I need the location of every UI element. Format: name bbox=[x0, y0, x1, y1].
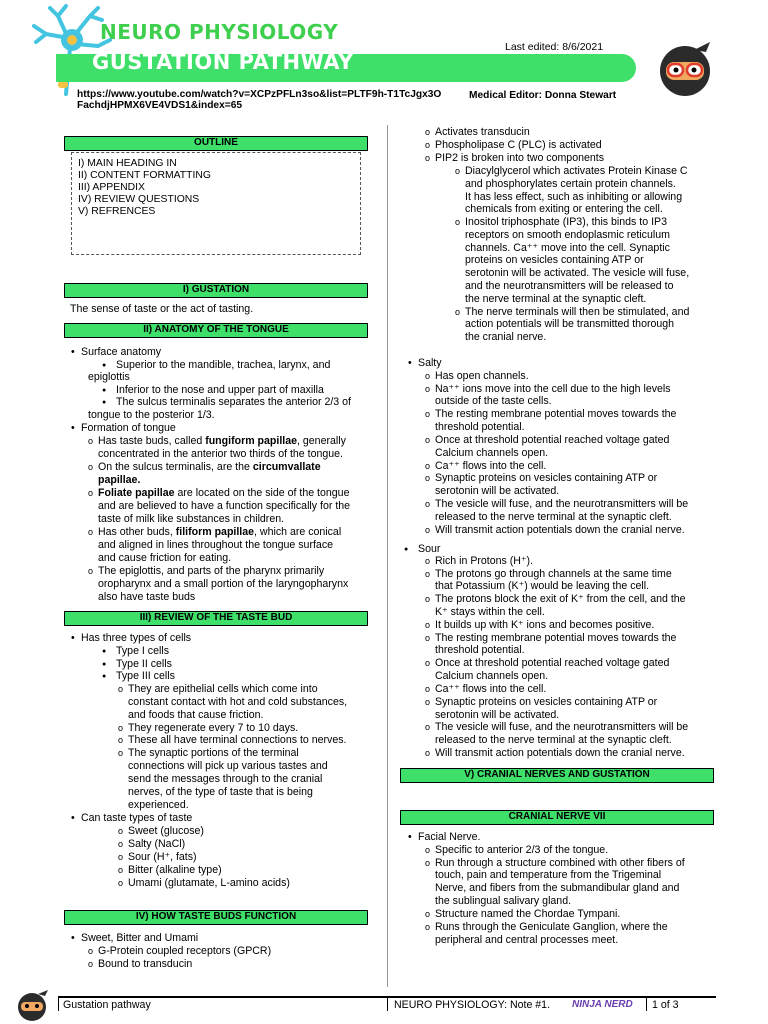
list-item: • Surface anatomy bbox=[81, 346, 161, 359]
list-item: o Sweet (glucose) bbox=[128, 825, 204, 838]
list-item: channels. Ca⁺⁺ move into the cell. Synaptic bbox=[465, 242, 670, 254]
list-item: and foods that cause friction. bbox=[128, 709, 264, 721]
list-item: o The vesicle will fuse, and the neurotransmitters will be bbox=[435, 498, 688, 511]
page-number: 1 of 3 bbox=[652, 999, 679, 1011]
list-item: • Facial Nerve. bbox=[418, 831, 480, 844]
outline-item[interactable]: I) MAIN HEADING IN bbox=[78, 158, 177, 169]
medical-editor: Medical Editor: Donna Stewart bbox=[469, 90, 617, 101]
list-item: threshold potential. bbox=[435, 421, 525, 433]
list-item: o Bound to transducin bbox=[98, 958, 192, 971]
outline-box bbox=[71, 152, 361, 255]
list-item: o PIP2 is broken into two components bbox=[435, 152, 604, 165]
list-item: o Will transmit action potentials down the cranial nerve. bbox=[435, 747, 685, 760]
list-item: o Will transmit action potentials down the cranial nerve. bbox=[435, 524, 685, 537]
list-item: o Phospholipase C (PLC) is activated bbox=[435, 139, 602, 152]
list-item: o Umami (glutamate, L-amino acids) bbox=[128, 877, 290, 890]
outline-item[interactable]: V) REFRENCES bbox=[78, 206, 156, 217]
list-item: the cranial nerve. bbox=[465, 331, 547, 343]
cranial-heading: V) CRANIAL NERVES AND GUSTATION bbox=[400, 768, 714, 783]
column-divider bbox=[387, 125, 388, 987]
category-title: NEURO PHYSIOLOGY bbox=[100, 20, 339, 44]
list-item: the sublingual salivary gland. bbox=[435, 895, 572, 907]
list-item: send the messages through to the cranial bbox=[128, 773, 323, 785]
list-item: o Ca⁺⁺ flows into the cell. bbox=[435, 683, 546, 696]
list-item: o Structure named the Chordae Tympani. bbox=[435, 908, 620, 921]
footer-separator bbox=[646, 997, 647, 1011]
list-item: • Formation of tongue bbox=[81, 422, 176, 435]
list-item: connections will pick up various tastes and bbox=[128, 760, 328, 772]
list-item: constant contact with hot and cold substances, bbox=[128, 696, 348, 708]
list-item: • Sweet, Bitter and Umami bbox=[81, 932, 198, 945]
outline-heading: OUTLINE bbox=[64, 136, 368, 151]
footer-separator bbox=[387, 997, 388, 1011]
list-item: ● Inferior to the nose and upper part of maxilla bbox=[116, 384, 324, 397]
list-item: • Has three types of cells bbox=[81, 632, 191, 645]
list-item: o Bitter (alkaline type) bbox=[128, 864, 222, 877]
list-item: o The protons block the exit of K⁺ from the cell, and the bbox=[435, 593, 686, 606]
list-item: It has less effect, such as inhibiting or allowing bbox=[465, 191, 683, 203]
list-item: o Diacylglycerol which activates Protein Kinase C bbox=[465, 165, 688, 178]
list-item: concentrated in the anterior two thirds of the tongue. bbox=[98, 448, 343, 460]
list-item: o These all have terminal connections to nerves. bbox=[128, 734, 346, 747]
list-item: o It builds up with K⁺ ions and becomes positive. bbox=[435, 619, 654, 632]
list-item: threshold potential. bbox=[435, 644, 525, 656]
list-item: ● Superior to the mandible, trachea, larynx, and bbox=[116, 359, 330, 372]
list-item: ● Type II cells bbox=[116, 658, 172, 671]
list-item: released to the nerve terminal at the synaptic cleft. bbox=[435, 511, 672, 523]
list-item: o Foliate papillae are located on the side of the tongue bbox=[98, 487, 349, 500]
list-item: proteins on vesicles containing ATP or bbox=[465, 254, 644, 266]
outline-item[interactable]: IV) REVIEW QUESTIONS bbox=[78, 194, 200, 205]
list-item: peripheral and central processes meet. bbox=[435, 934, 619, 946]
list-item: action potentials will be transmitted thorough bbox=[465, 318, 675, 330]
list-item: o Salty (NaCl) bbox=[128, 838, 185, 851]
list-item: o Has taste buds, called fungiform papillae, generally bbox=[98, 435, 346, 448]
list-item: also have taste buds bbox=[98, 591, 196, 603]
list-item: o Sour (H⁺, fats) bbox=[128, 851, 197, 864]
list-item: chemicals from exiting or entering the cell. bbox=[465, 203, 663, 215]
ninja-mascot-icon bbox=[656, 40, 714, 98]
list-item: • Can taste types of taste bbox=[81, 812, 192, 825]
page-title: GUSTATION PATHWAY bbox=[92, 50, 354, 74]
list-item: o The resting membrane potential moves towards the bbox=[435, 408, 676, 421]
list-item: o G-Protein coupled receptors (GPCR) bbox=[98, 945, 271, 958]
list-item: papillae. bbox=[98, 474, 141, 486]
list-item: serotonin will be activated. bbox=[435, 709, 560, 721]
outline-item[interactable]: II) CONTENT FORMATTING bbox=[78, 170, 211, 181]
list-item: epiglottis bbox=[88, 371, 130, 383]
list-item: taste of milk like substances in children. bbox=[98, 513, 285, 525]
source-url-link[interactable]: https://www.youtube.com/watch?v=XCPzPFLn3so&list=PLTF9h-T1TcJgx3OFachdjHPMX6VE4VDS1&index=65 bbox=[77, 89, 442, 111]
list-item: o Synaptic proteins on vesicles containing ATP or bbox=[435, 472, 657, 485]
footer-middle: NEURO PHYSIOLOGY: Note #1. bbox=[394, 999, 551, 1011]
list-item: ● Type III cells bbox=[116, 670, 175, 683]
list-item: o The synaptic portions of the terminal bbox=[128, 747, 299, 760]
list-item: and the neurotransmitters will be released to bbox=[465, 280, 674, 292]
list-item: o Specific to anterior 2/3 of the tongue. bbox=[435, 844, 608, 857]
function-heading: IV) HOW TASTE BUDS FUNCTION bbox=[64, 910, 368, 925]
gustation-text: The sense of taste or the act of tasting. bbox=[70, 303, 254, 315]
list-item: o On the sulcus terminalis, are the circumvallate bbox=[98, 461, 321, 474]
list-item: o Ca⁺⁺ flows into the cell. bbox=[435, 460, 546, 473]
list-item: ● The sulcus terminalis separates the anterior 2/3 of bbox=[116, 396, 351, 409]
list-item: o The epiglottis, and parts of the pharynx primarily bbox=[98, 565, 324, 578]
list-item: Calcium channels open. bbox=[435, 670, 549, 682]
list-item: K⁺ stays within the cell. bbox=[435, 606, 545, 618]
list-item: serotonin will be activated. bbox=[435, 485, 560, 497]
list-item: o Has other buds, filiform papillae, which are conical bbox=[98, 526, 341, 539]
list-item: o Runs through the Geniculate Ganglion, where the bbox=[435, 921, 668, 934]
list-item: experienced. bbox=[128, 799, 189, 811]
list-item: o The protons go through channels at the same time bbox=[435, 568, 672, 581]
list-item: Calcium channels open. bbox=[435, 447, 549, 459]
list-item: o Once at threshold potential reached voltage gated bbox=[435, 434, 669, 447]
list-item: touch, pain and temperature from the Trigeminal bbox=[435, 869, 662, 881]
list-item: o Run through a structure combined with other fibers of bbox=[435, 857, 685, 870]
list-item: ● Type I cells bbox=[116, 645, 169, 658]
list-item: and phosphorylates certain protein channels. bbox=[465, 178, 676, 190]
list-item: receptors on smooth endoplasmic reticulum bbox=[465, 229, 670, 241]
list-item: and aligned in lines throughout the tongue surface bbox=[98, 539, 334, 551]
ninja-nerd-logo: NINJA NERD bbox=[572, 999, 633, 1010]
list-item: • Salty bbox=[418, 357, 442, 370]
outline-item[interactable]: III) APPENDIX bbox=[78, 182, 145, 193]
gustation-heading: I) GUSTATION bbox=[64, 283, 368, 298]
last-edited: Last edited: 8/6/2021 bbox=[505, 41, 604, 53]
review-heading: III) REVIEW OF THE TASTE BUD bbox=[64, 611, 368, 626]
list-item: the nerve terminal at the synaptic cleft. bbox=[465, 293, 647, 305]
cranial-nerve-vii-heading: CRANIAL NERVE VII bbox=[400, 810, 714, 825]
footer-separator bbox=[58, 997, 59, 1011]
list-item: released to the nerve terminal at the synaptic cleft. bbox=[435, 734, 672, 746]
list-item: o The vesicle will fuse, and the neurotransmitters will be bbox=[435, 721, 688, 734]
list-item: tongue to the posterior 1/3. bbox=[88, 409, 215, 421]
list-item: and cause friction for eating. bbox=[98, 552, 232, 564]
list-item: o Rich in Protons (H⁺). bbox=[435, 555, 533, 568]
footer-left: Gustation pathway bbox=[63, 999, 151, 1011]
list-item: Nerve, and fibers from the submandibular gland and bbox=[435, 882, 680, 894]
anatomy-heading: II) ANATOMY OF THE TONGUE bbox=[64, 323, 368, 338]
list-item: outside of the taste cells. bbox=[435, 395, 552, 407]
list-item: oropharynx and a small portion of the laryngopharynx bbox=[98, 578, 349, 590]
list-item: o They are epithelial cells which come into bbox=[128, 683, 318, 696]
list-item: o Has open channels. bbox=[435, 370, 529, 383]
list-item: and are believed to have a function specifically for the bbox=[98, 500, 351, 512]
list-item: o Synaptic proteins on vesicles containing ATP or bbox=[435, 696, 657, 709]
ninja-footer-icon bbox=[14, 990, 50, 1022]
list-item: o They regenerate every 7 to 10 days. bbox=[128, 722, 298, 735]
list-item: o The nerve terminals will then be stimulated, and bbox=[465, 306, 689, 319]
list-item: o Na⁺⁺ ions move into the cell due to the high levels bbox=[435, 383, 671, 396]
list-item: o The resting membrane potential moves towards the bbox=[435, 632, 676, 645]
list-item: serotonin will be activated. The vesicle will fuse, bbox=[465, 267, 690, 279]
list-item: ● Sour bbox=[418, 543, 440, 556]
list-item: o Once at threshold potential reached voltage gated bbox=[435, 657, 669, 670]
list-item: nerves, of the type of taste that is being bbox=[128, 786, 313, 798]
list-item: o Inositol triphosphate (IP3), this binds to IP3 bbox=[465, 216, 667, 229]
list-item: that Potassium (K⁺) would be leaving the cell. bbox=[435, 580, 650, 592]
list-item: o Activates transducin bbox=[435, 126, 530, 139]
